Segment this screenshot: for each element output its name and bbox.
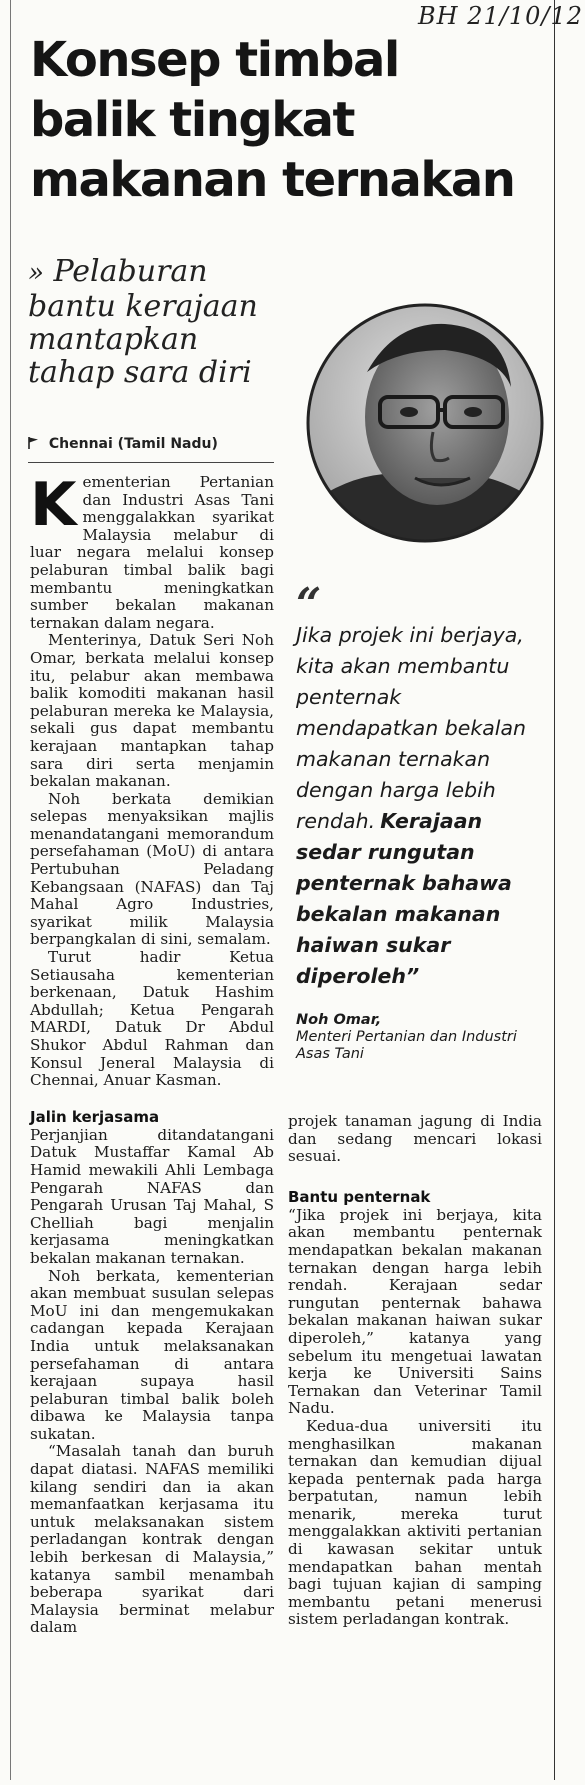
paragraph-6: Noh berkata, kementerian akan membuat susulan selepas MoU ini dan mengemukakan cadangan kepada Kerajaan India untuk melaksanakan persefahaman di antara kerajaan supaya hasil pelaburan timbal balik boleh dibawa ke Malaysia tanpa sukatan. [30, 1266, 274, 1443]
flag-icon [28, 436, 40, 450]
paragraph-10: Kedua-dua universiti itu menghasilkan makanan ternakan dan kemudian dijual kepada penternak pada harga berpatutan, namun lebih menarik, mereka turut menggalakkan aktiviti pertanian di kawasan sekitar untuk mendapatkan bahan mentah bagi tujuan kajian di samping membantu petani menerusi sistem perladangan kontrak. [288, 1416, 542, 1629]
subhead-bantu-penternak: Bantu penternak [288, 1187, 431, 1206]
paragraph-5: Perjanjian ditandatangani Datuk Mustaffar Kamal Ab Hamid mewakili Ahli Lembaga Pengarah NAFAS dan Pengarah Urusan Taj Mahal, S Chelliah bagi menjalin kerjasama meningkatkan bekalan makanan ternakan. [30, 1125, 274, 1267]
quote-mark-icon: “ [296, 579, 322, 630]
dateline [28, 436, 274, 463]
headline-line-1: Konsep timbal [30, 32, 399, 88]
dateline-location: Chennai (Tamil Nadu) [48, 436, 218, 452]
drop-cap: K [30, 470, 77, 540]
pull-quote [296, 579, 546, 1063]
deck-line-2: bantu kerajaan [28, 289, 258, 324]
paragraph-9: “Jika projek ini berjaya, kita akan membantu penternak mendapatkan bekalan makanan ternakan dengan harga lebih rendah. Kerajaan sedar rungutan penternak bahawa bekalan makanan haiwan sukar diperoleh,” katanya yang sebelum itu mengetuai lawatan kerja ke Universiti Sains Ternakan dan Veterinar Tamil Nadu. [288, 1205, 542, 1418]
chevron-icon: » [28, 258, 44, 288]
attribution-title: Menteri Pertanian dan Industri Asas Tani [296, 1029, 517, 1062]
handwritten-date-annotation: BH 21/10/12 [418, 2, 583, 30]
pull-quote-emphasis: Kerajaan sedar rungutan penternak bahawa bekalan makanan haiwan sukar diperoleh” [296, 809, 512, 988]
paragraph-3: Noh berkata demikian selepas menyaksikan majlis menandatangani memorandum persefahaman (MoU) di antara Pertubuhan Peladang Kebangsaan (NAFAS) dan Taj Mahal Agro Industries, syarikat milik Malaysia berpangkalan di sini, semalam. [30, 789, 274, 949]
deck-line-3: mantapkan [28, 322, 199, 357]
deck-line-1: Pelaburan [53, 254, 208, 289]
article-left-column [30, 470, 274, 1637]
headline-line-2: balik tingkat [30, 92, 354, 148]
paragraph-8: projek tanaman jagung di India dan sedang mencari lokasi sesuai. [288, 1112, 542, 1166]
deck-subheadline [28, 255, 278, 389]
headline-line-3: makanan ternakan [30, 152, 515, 208]
article-right-column [288, 1113, 542, 1629]
headline [30, 30, 550, 210]
portrait-photo [305, 302, 545, 544]
deck-line-4: tahap sara diri [28, 355, 252, 390]
paragraph-4: Turut hadir Ketua Setiausaha kementerian berkenaan, Datuk Hashim Abdullah; Ketua Pengarah MARDI, Datuk Dr Abdul Shukor Abdul Rahman dan Konsul Jeneral Malaysia di Chennai, Anuar Kasman. [30, 948, 274, 1090]
attribution-name: Noh Omar, [296, 1012, 382, 1028]
pull-quote-text: Jika projek ini berjaya, kita akan membantu penternak mendapatkan bekalan makanan ternakan dengan harga lebih rendah. [296, 623, 527, 833]
paragraph-7: “Masalah tanah dan buruh dapat diatasi. NAFAS memiliki kilang sendiri dan ia akan memanfaatkan kerjasama itu untuk melaksanakan sistem perladangan kontrak dengan lebih berkesan di Malaysia,” katanya sambil menambah beberapa syarikat dari Malaysia berminat melabur dalam [30, 1442, 274, 1637]
pull-quote-attribution [296, 1012, 546, 1063]
paragraph-2: Menterinya, Datuk Seri Noh Omar, berkata melalui konsep itu, pelabur akan membawa balik komoditi makanan hasil pelaburan mereka ke Malaysia, sekali gus dapat membantu kerajaan mantapkan tahap sara diri serta menjamin bekalan makanan. [30, 631, 274, 791]
paragraph-1: ementerian Pertanian dan Industri Asas Tani menggalakkan syarikat Malaysia melabur di luar negara melalui konsep pelaburan timbal balik bagi membantu meningkatkan sumber bekalan makanan ternakan dalam negara. [30, 473, 274, 632]
subhead-jalin-kerjasama: Jalin kerjasama [30, 1107, 160, 1126]
